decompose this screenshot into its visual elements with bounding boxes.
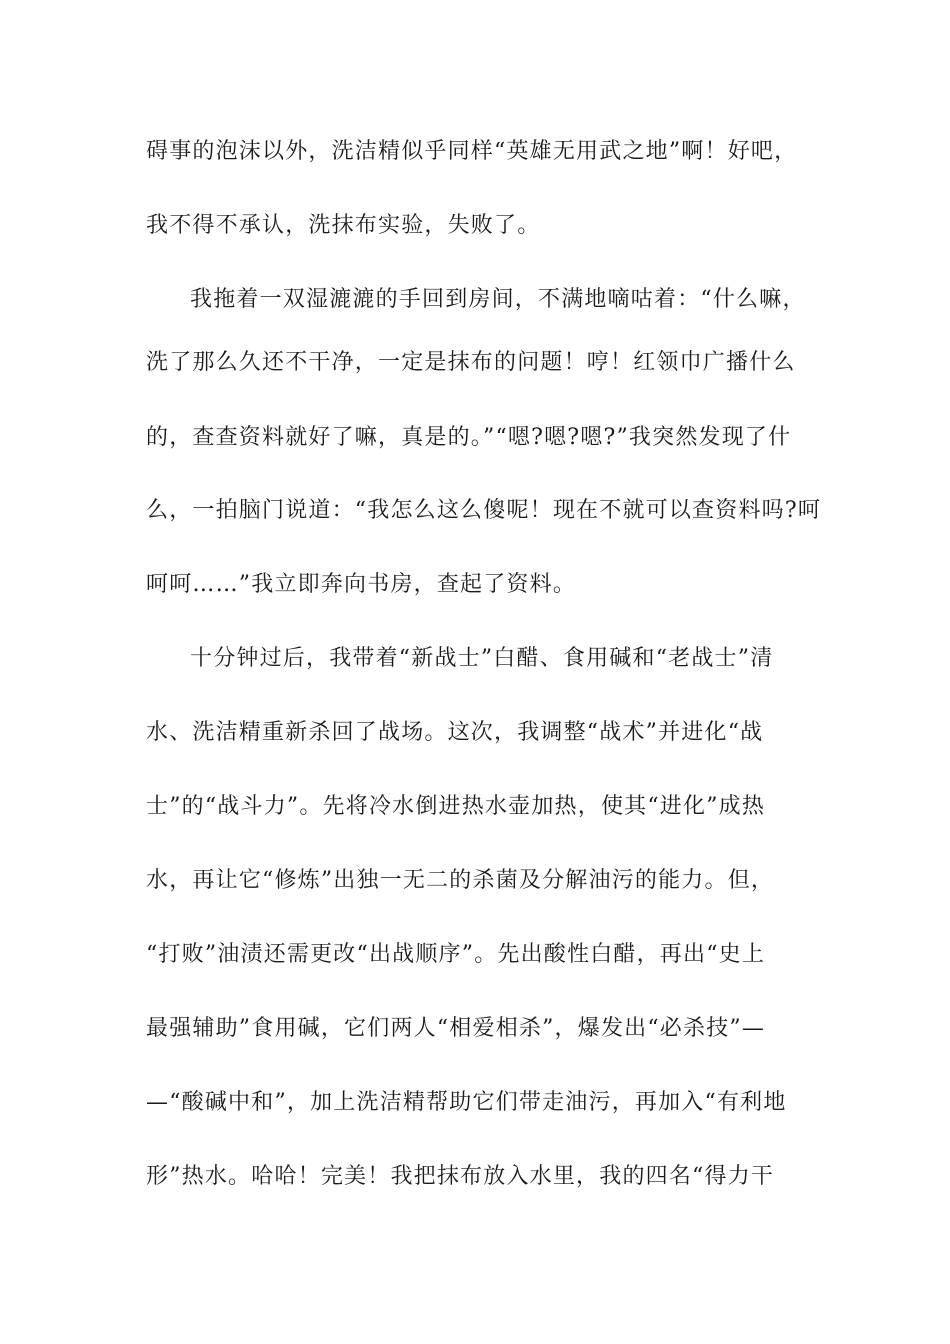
text-line: 么，一拍脑门说道：“我怎么这么傻呢！现在不就可以查资料吗?呵 xyxy=(146,498,822,523)
text-line: —“酸碱中和”，加上洗洁精帮助它们带走油污，再加入“有利地 xyxy=(146,1090,787,1115)
text-line: 我拖着一双湿漉漉的手回到房间，不满地嘀咕着：“什么嘛， xyxy=(190,287,806,312)
text-line: 形”热水。哈哈！完美！我把抹布放入水里，我的四名“得力干 xyxy=(146,1164,775,1189)
text-line: 洗了那么久还不干净，一定是抹布的问题！哼！红领巾广播什么 xyxy=(146,350,796,375)
text-line: 我不得不承认，洗抹布实验，失败了。 xyxy=(146,213,541,238)
text-line: “打败”油渍还需更改“出战顺序”。先出酸性白醋，再出“史上 xyxy=(146,942,766,967)
text-line: 十分钟过后，我带着“新战士”白醋、食用碱和“老战士”清 xyxy=(190,646,774,671)
text-line: 士”的“战斗力”。先将冷水倒进热水壶加热，使其“进化”成热 xyxy=(146,794,766,819)
text-line: 最强辅助”食用碱，它们两人“相爱相杀”，爆发出“必杀技”— xyxy=(146,1016,766,1041)
text-line: 碍事的泡沫以外，洗洁精似乎同样“英雄无用武之地”啊！好吧， xyxy=(146,139,798,164)
text-line: 水，再让它“修炼”出独一无二的杀菌及分解油污的能力。但， xyxy=(146,868,775,893)
text-line: 的，查查资料就好了嘛，真是的。”“嗯?嗯?嗯?”我突然发现了什 xyxy=(146,425,792,450)
text-line: 呵呵……”我立即奔向书房，查起了资料。 xyxy=(146,572,577,597)
text-line: 水、洗洁精重新杀回了战场。这次，我调整“战术”并进化“战 xyxy=(146,720,764,745)
